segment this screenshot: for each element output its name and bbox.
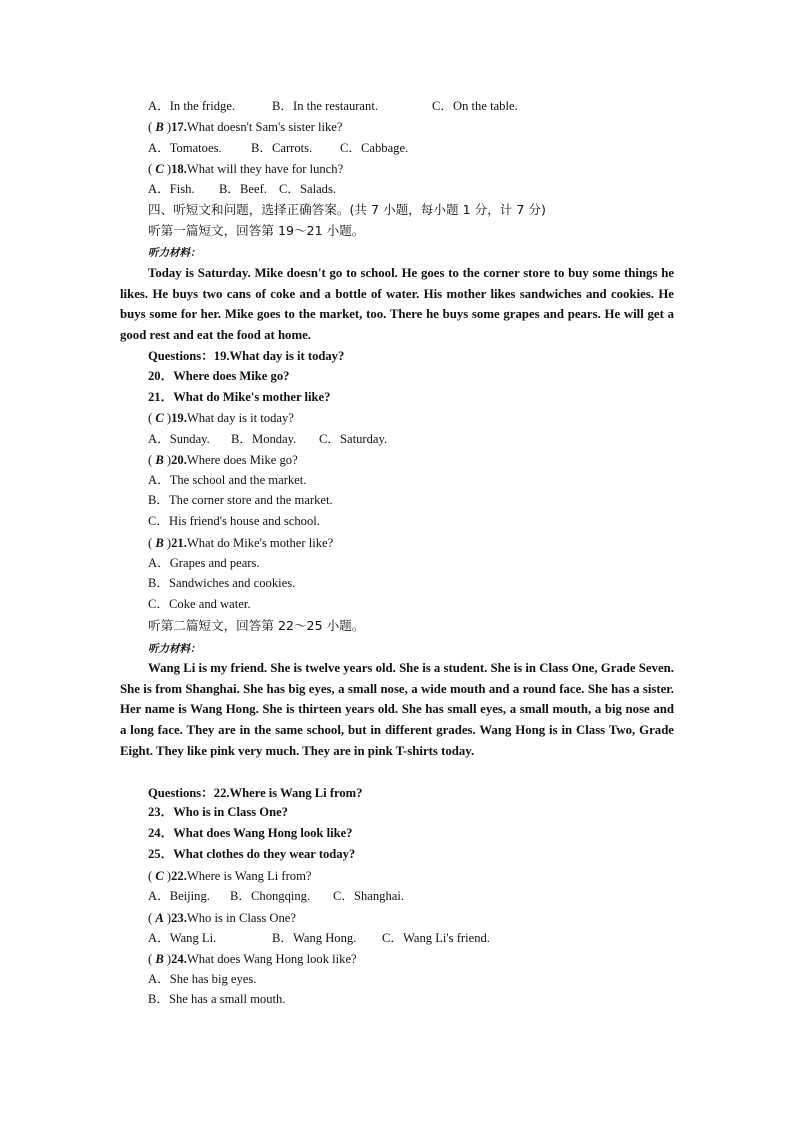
q18-options xyxy=(148,181,336,197)
q19-options xyxy=(148,431,387,447)
passage-1-question: Questions：19.What day is it today? xyxy=(148,349,345,363)
answer-21: B xyxy=(155,536,164,550)
option-b: B．Chongqing. xyxy=(230,889,311,903)
option-b: B．The corner store and the market. xyxy=(148,493,333,507)
question-text: What doesn't Sam's sister like? xyxy=(186,120,343,134)
passage-1-question: 21．What do Mike's mother like? xyxy=(148,390,331,404)
option-b: B．She has a small mouth. xyxy=(148,992,286,1006)
question-20: ( B )20.Where does Mike go? xyxy=(148,453,298,467)
question-text: Where does Mike go? xyxy=(186,453,298,467)
q17-options xyxy=(148,140,408,156)
option-a: A．Tomatoes. xyxy=(148,141,222,155)
listening-material-label: 听力材料： xyxy=(148,643,201,655)
option-c: C．His friend's house and school. xyxy=(148,514,320,528)
answer-18: C xyxy=(155,162,164,176)
question-21: ( B )21.What do Mike's mother like? xyxy=(148,536,334,550)
option-a: A．Grapes and pears. xyxy=(148,556,260,570)
question-text: Where is Wang Li from? xyxy=(186,869,312,883)
option-c: C．On the table. xyxy=(432,99,518,113)
passage-2-intro: 听第二篇短文，回答第 22～25 小题。 xyxy=(148,618,365,633)
option-b: B．In the restaurant. xyxy=(272,99,378,113)
question-text: What do Mike's mother like? xyxy=(186,536,334,550)
answer-19: C xyxy=(155,411,164,425)
option-c: C．Wang Li's friend. xyxy=(382,931,490,945)
question-24: ( B )24.What does Wang Hong look like? xyxy=(148,952,357,966)
question-22: ( C )22.Where is Wang Li from? xyxy=(148,869,312,883)
option-c: C．Shanghai. xyxy=(333,889,405,903)
section-heading: 四、听短文和问题，选择正确答案。(共 7 小题，每小题 1 分，计 7 分) xyxy=(148,202,546,217)
passage-1-question: 20．Where does Mike go? xyxy=(148,369,290,383)
passage-2-question: 24．What does Wang Hong look like? xyxy=(148,826,353,840)
option-a: A．Fish. xyxy=(148,182,195,196)
listening-material-label: 听力材料： xyxy=(148,247,201,259)
answer-22: C xyxy=(155,869,164,883)
question-text: Who is in Class One? xyxy=(186,911,296,925)
question-18: ( C )18.What will they have for lunch? xyxy=(148,162,344,176)
question-17: ( B )17.What doesn't Sam's sister like? xyxy=(148,120,343,134)
passage-2-question: Questions：22.Where is Wang Li from? xyxy=(148,786,363,800)
passage-2-question: 25．What clothes do they wear today? xyxy=(148,847,356,861)
option-b: B．Carrots. xyxy=(251,141,313,155)
option-a: A．The school and the market. xyxy=(148,473,307,487)
option-b: B．Monday. xyxy=(231,432,297,446)
question-text: What does Wang Hong look like? xyxy=(186,952,357,966)
answer-17: B xyxy=(155,120,164,134)
option-c: C．Saturday. xyxy=(319,432,388,446)
option-b: B．Sandwiches and cookies. xyxy=(148,576,296,590)
question-23: ( A )23.Who is in Class One? xyxy=(148,911,296,925)
option-c: C．Salads. xyxy=(279,182,337,196)
option-a: A．Beijing. xyxy=(148,889,210,903)
answer-24: B xyxy=(155,952,164,966)
option-a: A．Wang Li. xyxy=(148,931,217,945)
passage-2-text: Wang Li is my friend. She is twelve years old. She is a student. She is in Class One, Grade Seven. She is from Shanghai. She has big eyes, a small nose, a wide mouth and a round face. She has a sister. Her name is Wang Hong. She is thirteen years old. She has small eyes, a small mouth, a big nose and a long face. They are in the same school, but in different grades. Wang Hong is in Class Two, Grade Eight. They like pink very much. They are in pink T-shirts today. xyxy=(120,661,674,758)
passage-1-intro: 听第一篇短文，回答第 19～21 小题。 xyxy=(148,223,365,238)
q16-options xyxy=(148,98,518,114)
question-19: ( C )19.What day is it today? xyxy=(148,411,294,425)
answer-23: A xyxy=(155,911,164,925)
option-c: C．Cabbage. xyxy=(340,141,409,155)
question-text: What day is it today? xyxy=(186,411,294,425)
option-a: A．Sunday. xyxy=(148,432,210,446)
q23-options xyxy=(148,930,490,946)
q22-options xyxy=(148,888,404,904)
answer-20: B xyxy=(155,453,164,467)
option-a: A．She has big eyes. xyxy=(148,972,257,986)
option-b: B．Wang Hong. xyxy=(272,931,357,945)
option-b: B．Beef. xyxy=(219,182,267,196)
passage-1-text: Today is Saturday. Mike doesn't go to school. He goes to the corner store to buy some things he likes. He buys two cans of coke and a bottle of water. His mother likes sandwiches and cookies. He buys some for her. Mike goes to the market, too. There he buys some grapes and pears. He will get a good rest and eat the food at home. xyxy=(120,266,674,343)
option-a: A．In the fridge. xyxy=(148,99,236,113)
passage-2-question: 23．Who is in Class One? xyxy=(148,805,288,819)
question-text: What will they have for lunch? xyxy=(186,162,344,176)
option-c: C．Coke and water. xyxy=(148,597,251,611)
